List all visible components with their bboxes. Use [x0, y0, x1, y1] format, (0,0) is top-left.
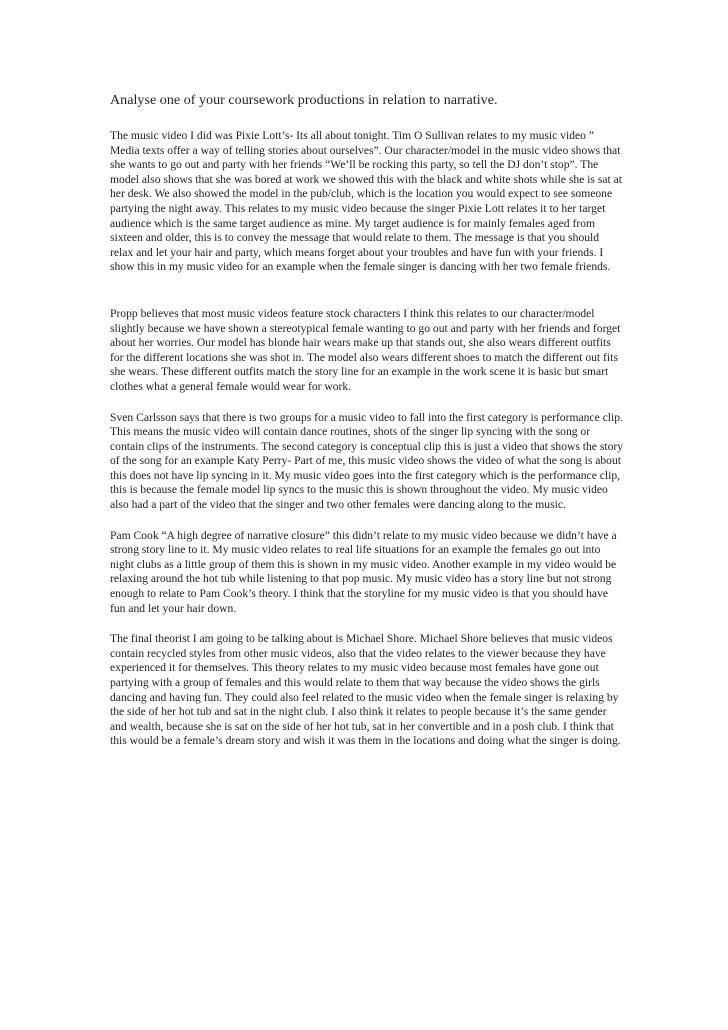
paragraph-pixie-lott: The music video I did was Pixie Lott’s- Its all about tonight. Tim O Sullivan relates to my music video ” Media texts offer a way of telling stories about ourselves”. Our character/model in the music video shows that she wants to go out and party with her friends “We’ll be rocking this party, so tell the DJ don’t stop”. The model also shows that she was bored at work we showed this with the black and white shots while she is sat at her desk. We also showed the model in the pub/club, which is the location you would expect to see someone partying the night away. This relates to my music video because the singer Pixie Lott relates it to her target audience which is the same target audience as mine. My target audience is for mainly females aged from sixteen and older, this is to convey the message that would relate to them. The message is that you should relax and let your hair and party, which means forget about your troubles and have fun with your friends. I show this in my music video for an example when the female singer is dancing with her two female friends. [110, 129, 622, 274]
document-title: Analyse one of your coursework productions in relation to narrative. [110, 93, 498, 108]
paragraph-michael-shore: The final theorist I am going to be talking about is Michael Shore. Michael Shore believes that music videos contain recycled styles from other music videos, also that the video relates to the viewer because they have experienced it for themselves. This theory relates to my music video because most females have gone out partying with a group of females and this would relate to them that way because the video shows the girls dancing and having fun. They could also feel related to the music video when the female singer is relaxing by the side of her hot tub and sat in the night club. I also think it relates to people because it’s the same gender and wealth, because she is sat on the side of her hot tub, sat in her convertible and in a posh club. I think that this would be a female’s dream story and wish it was them in the locations and doing what the singer is doing. [110, 632, 621, 748]
paragraph-propp: Propp believes that most music videos feature stock characters I think this relates to our character/model slightly because we have shown a stereotypical female wanting to go out and party with her friends and forget about her worries. Our model has blonde hair wears make up that stands out, she also wears different outfits for the different locations she was shot in. The model also wears different shoes to match the different out fits she wears. These different outfits match the story line for an example in the work scene it is basic but smart clothes what a general female would wear for work. [110, 306, 621, 393]
paragraph-pam-cook: Pam Cook “A high degree of narrative closure” this didn’t relate to my music video because we didn’t have a strong story line to it. My music video relates to real life situations for an example the females go out into night clubs as a little group of them this is shown in my music video. Another example in my video would be relaxing around the hot tub while listening to that pop music. My music video has a story line but not strong enough to relate to Pam Cook’s theory. I think that the storyline for my music video is that you should have fun and let your hair down. [110, 528, 617, 615]
paragraph-sven-carlsson: Sven Carlsson says that there is two groups for a music video to fall into the first category is performance clip. This means the music video will contain dance routines, shots of the singer lip syncing with the song or contain clips of the instruments. The second category is conceptual clip this is just a video that shows the story of the song for an example Katy Perry- Part of me, this music video shows the video of what the song is about this does not have lip syncing in it. My music video goes into the first category which is the performance clip, this is because the female model lip syncs to the music this is shown throughout the video. My music video also had a part of the video that the singer and two other females were dancing along to the music. [110, 410, 624, 512]
